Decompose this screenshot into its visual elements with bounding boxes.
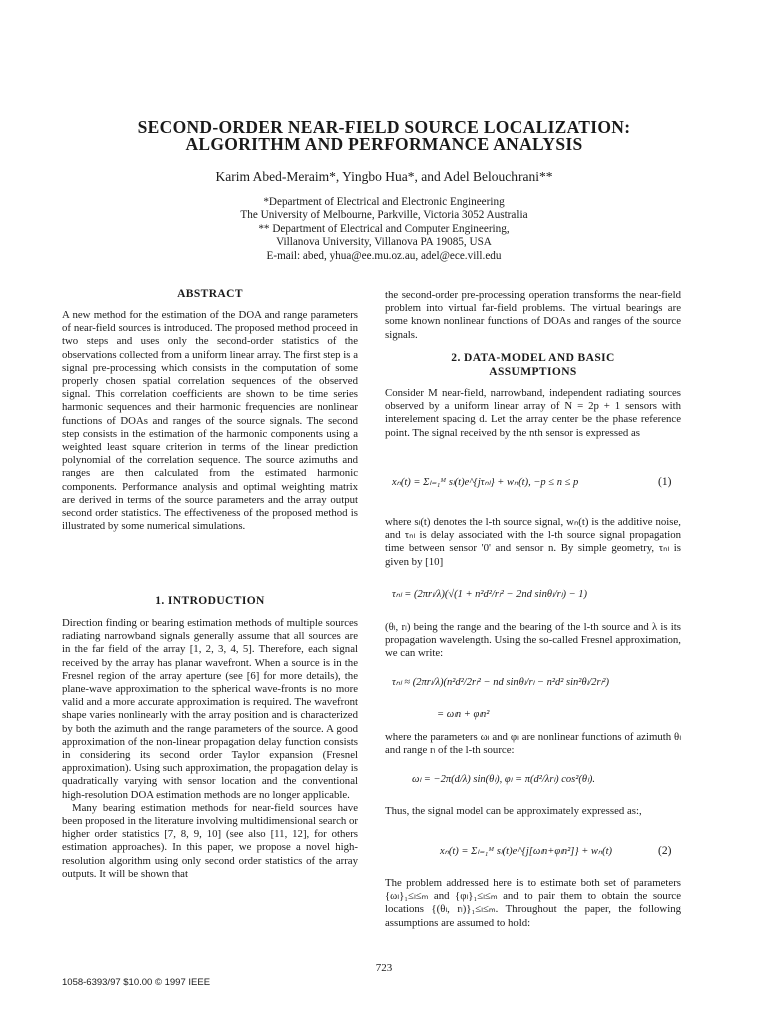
- page-number: 723: [375, 962, 393, 974]
- paper-title-line-1: SECOND-ORDER NEAR-FIELD SOURCE LOCALIZATION:: [137, 117, 631, 137]
- introduction-body: [62, 617, 358, 881]
- abstract-heading: ABSTRACT: [177, 288, 243, 300]
- equation-parameters: ωₗ = −2π(d/λ) sin(θₗ), φₗ = π(d²/λrₗ) cos²(θₗ).: [412, 774, 595, 785]
- affiliation-line: The University of Melbourne, Parkville, Victoria 3052 Australia: [240, 209, 528, 222]
- section-2-paragraph-5: Thus, the signal model can be approximately expressed as:,: [385, 805, 642, 817]
- section-2-paragraph-2: where sₗ(t) denotes the l-th source signal, wₙ(t) is the additive noise, and τₙₗ is delay associated with the l-th source signal propagation time between sensor '0' and sensor n. By simple geometry, τₙₗ is given by [10]: [385, 516, 681, 568]
- equation-2-number: (2): [658, 845, 672, 857]
- equation-delay: τₙₗ = (2πrₗ/λ)(√(1 + n²d²/rₗ² − 2nd sinθₗ/rₗ) − 1): [392, 589, 588, 600]
- equation-fresnel-result: = ωₗn + φₗn²: [437, 709, 490, 720]
- affiliation-block: [0, 196, 768, 263]
- section-2-paragraph-1: Consider M near-field, narrowband, independent radiating sources observed by a uniform linear array of N = 2p + 1 sensors with interelement spacing d. Let the array center be the phase reference point. The signal received by the nth sensor is expressed as: [385, 387, 681, 439]
- section-2-paragraph-4: where the parameters ωₗ and φₗ are nonlinear functions of azimuth θₗ and range rₗ of the l-th source:: [385, 731, 681, 757]
- affiliation-line: Villanova University, Villanova PA 19085, USA: [276, 236, 492, 249]
- equation-1: xₙ(t) = Σₗ₌₁ᴹ sₗ(t)e^{jτₙₗ} + wₙ(t), −p ≤ n ≤ p: [392, 477, 579, 488]
- abstract-body: [62, 309, 358, 533]
- section-2-heading-line-2: ASSUMPTIONS: [489, 366, 577, 378]
- section-2-paragraph-3: (θₗ, rₗ) being the range and the bearing of the l-th source and λ is its propagation wavelength. Using the so-called Fresnel approximation, we can write:: [385, 621, 681, 660]
- introduction-heading: 1. INTRODUCTION: [155, 595, 265, 607]
- right-column-continuation: the second-order pre-processing operation transforms the near-field problem into virtual far-field problems. The virtual bearings are some known nonlinear functions of DOAs and ranges of the source signals.: [385, 289, 681, 341]
- author-list: Karim Abed-Meraim*, Yingbo Hua*, and Adel Belouchrani**: [215, 169, 553, 184]
- equation-2: xₙ(t) = Σₗ₌₁ᴹ sₗ(t)e^{j[ωₗn+φₗn²]} + wₙ(t): [440, 846, 613, 857]
- section-2-paragraph-6: The problem addressed here is to estimate both set of parameters {ωₗ}₁≤ₗ≤ₘ and {φₗ}₁≤ₗ≤ₘ and to pair them to obtain the source locations {(θₗ, rₗ)}₁≤ₗ≤ₘ. Throughout the paper, the following assumptions are assumed to hold:: [385, 877, 681, 929]
- equation-fresnel: τₙₗ ≈ (2πrₗ/λ)(n²d²/2rₗ² − nd sinθₗ/rₗ − n²d² sin²θₗ/2rₗ²): [392, 677, 609, 688]
- paper-title-line-2: ALGORITHM AND PERFORMANCE ANALYSIS: [185, 134, 583, 154]
- section-2-heading-line-1: 2. DATA-MODEL AND BASIC: [451, 352, 615, 364]
- intro-paragraph-2: Many bearing estimation methods for near-field sources have been proposed in the literature involving multidimensional search or higher order statistics [7, 8, 9, 10] (see also [11, 12], for others estimation approaches). In this paper, we propose a novel high-resolution algorithm using only second order statistics of the array outputs. It will be shown that: [62, 801, 358, 880]
- affiliation-line: *Department of Electrical and Electronic Engineering: [263, 196, 505, 208]
- equation-1-number: (1): [658, 476, 672, 488]
- email-line: E-mail: abed, yhua@ee.mu.oz.au, adel@ece.vill.edu: [266, 249, 502, 262]
- copyright-footer: 1058-6393/97 $10.00 © 1997 IEEE: [62, 977, 211, 988]
- abstract-text: A new method for the estimation of the DOA and range parameters of near-field sources is introduced. The proposed method proceed in two steps and uses only the second-order statistics of the observations collected from a uniform linear array. The first step is a signal pre-processing which consists in the computation of some properly chosen spatial correlation sequences of the observed signal. This correlation coefficients are shown to be time series harmonic sequences and their harmonic frequencies are nonlinear functions of DOAs and ranges of the source signals. The second step consists in the estimation of the harmonic components using a weighted least square criterion in terms of the linear prediction polynomial of the correlation sequence. The source azimuths and ranges are then calculated from the estimated harmonic components. Performance analysis and optimal weighting matrix are derived in terms of the source parameters and the array output second order statistics. The effectiveness of the proposed method is illustrated by some numerical simulations.: [62, 309, 358, 533]
- intro-paragraph-1: Direction finding or bearing estimation methods of multiple sources radiating narrowband signals generally assume that all sources are in the far field of the array [1, 2, 3, 4, 5]. Therefore, each signal received by the array has planar wavefront. When a source is in the Fresnel region of the array aperture (see [6] for more details), the plane-wave approximation to the spherical wave-fronts is no more valid and a more accurate approximation is required. The wavefront shape varies nonlinearly with the array position and is characterized by both the azimuth and the range parameters of the source. A good approximation of the non-linear propagation delay function consists in considering its second order Taylor expansion (Fresnel approximation). Using such approximation, the propagation delay is quadratically varying with sensor location and the conventional high-resolution DOA estimation methods are no longer applicable.: [62, 617, 358, 801]
- affiliation-line: ** Department of Electrical and Computer Engineering,: [258, 222, 510, 235]
